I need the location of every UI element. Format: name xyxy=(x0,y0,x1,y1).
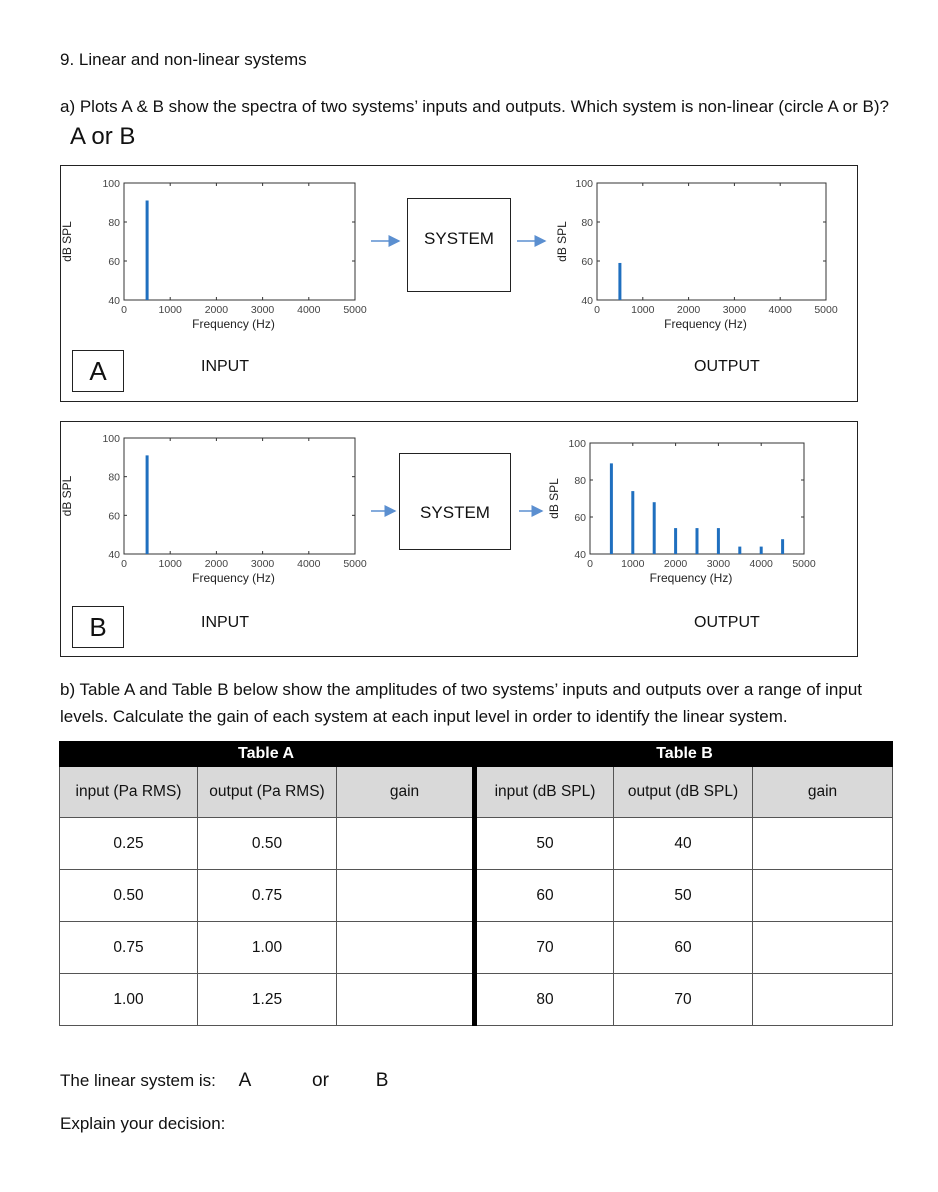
plot-area xyxy=(597,183,826,300)
table-a-output-cell: 0.50 xyxy=(198,818,337,870)
x-axis-label: Frequency (Hz) xyxy=(649,571,733,585)
chart-a_input xyxy=(60,178,367,331)
table-b-header-input: input (dB SPL) xyxy=(475,767,614,818)
x-tick-label: 1000 xyxy=(158,304,182,316)
table-row xyxy=(60,922,893,974)
plot-area xyxy=(124,183,355,300)
table-b-input-cell: 70 xyxy=(475,922,614,974)
table-b-input-cell: 50 xyxy=(475,818,614,870)
x-tick-label: 4000 xyxy=(297,304,321,316)
table-a-header-output: output (Pa RMS) xyxy=(198,767,337,818)
table-row xyxy=(60,818,893,870)
table-a-output-cell: 1.00 xyxy=(198,922,337,974)
output-label-b: OUTPUT xyxy=(694,614,760,631)
x-tick-label: 0 xyxy=(594,304,600,316)
x-axis-label: Frequency (Hz) xyxy=(192,571,275,585)
part-a-choices[interactable]: A or B xyxy=(70,123,136,150)
x-tick-label: 5000 xyxy=(792,558,816,570)
panel-a-label: A xyxy=(72,350,124,392)
x-axis-label: Frequency (Hz) xyxy=(664,317,747,331)
linear-system-answer xyxy=(60,1070,388,1092)
table-b-gain-cell[interactable] xyxy=(753,922,893,974)
x-tick-label: 5000 xyxy=(343,558,367,570)
table-b-output-cell: 40 xyxy=(614,818,753,870)
table-b-header-output: output (dB SPL) xyxy=(614,767,753,818)
table-a-gain-cell[interactable] xyxy=(337,974,475,1026)
gain-tables xyxy=(59,741,893,1026)
system-box-a: SYSTEM xyxy=(407,198,511,292)
y-axis-label: dB SPL xyxy=(555,221,569,262)
table-a-input-cell: 1.00 xyxy=(60,974,198,1026)
part-b-question: b) Table A and Table B below show the amplitudes of two systems’ inputs and outputs over a range of input levels. Calculate the gain of each system at each input level in order to identify the linear system. xyxy=(60,680,863,726)
x-tick-label: 5000 xyxy=(814,304,838,316)
table-b-gain-cell[interactable] xyxy=(753,870,893,922)
y-axis-label: dB SPL xyxy=(60,475,74,517)
option-a[interactable]: A xyxy=(238,1070,252,1091)
question-title: 9. Linear and non-linear systems xyxy=(60,50,307,69)
y-tick-label: 60 xyxy=(574,512,586,524)
table-a-input-cell: 0.50 xyxy=(60,870,198,922)
x-tick-label: 0 xyxy=(121,558,127,570)
x-tick-label: 4000 xyxy=(749,558,773,570)
y-axis-label: dB SPL xyxy=(60,221,74,262)
table-a-title: Table A xyxy=(60,742,475,767)
x-tick-label: 3000 xyxy=(706,558,731,570)
x-tick-label: 2000 xyxy=(676,304,701,316)
x-tick-label: 4000 xyxy=(297,558,321,570)
chart-b_output xyxy=(547,438,816,585)
y-tick-label: 100 xyxy=(568,438,586,450)
table-b-output-cell: 60 xyxy=(614,922,753,974)
table-b-gain-cell[interactable] xyxy=(753,818,893,870)
x-axis-label: Frequency (Hz) xyxy=(192,317,275,331)
table-row xyxy=(60,974,893,1026)
table-b-input-cell: 80 xyxy=(475,974,614,1026)
x-tick-label: 1000 xyxy=(158,558,182,570)
x-tick-label: 3000 xyxy=(250,304,275,316)
table-b-output-cell: 50 xyxy=(614,870,753,922)
table-b-output-cell: 70 xyxy=(614,974,753,1026)
y-axis-label: dB SPL xyxy=(547,478,561,519)
table-a-gain-cell[interactable] xyxy=(337,818,475,870)
table-a-output-cell: 0.75 xyxy=(198,870,337,922)
table-a-input-cell: 0.75 xyxy=(60,922,198,974)
y-tick-label: 60 xyxy=(108,256,120,268)
table-b-header-gain: gain xyxy=(753,767,893,818)
x-tick-label: 2000 xyxy=(204,304,229,316)
y-tick-label: 40 xyxy=(108,549,120,561)
y-tick-label: 60 xyxy=(108,510,120,523)
input-label-b: INPUT xyxy=(201,614,249,631)
chart-a_output xyxy=(555,178,838,331)
y-tick-label: 100 xyxy=(102,178,120,190)
y-tick-label: 80 xyxy=(581,217,593,229)
part-a-text: a) Plots A & B show the spectra of two systems’ inputs and outputs. Which system is non-linear (circle A or B)? xyxy=(60,97,889,116)
table-b-input-cell: 60 xyxy=(475,870,614,922)
option-b[interactable]: B xyxy=(375,1070,389,1091)
y-tick-label: 100 xyxy=(102,433,120,445)
explain-label: Explain your decision: xyxy=(60,1114,226,1133)
plot-panel-a xyxy=(60,165,858,402)
part-a-question xyxy=(60,92,910,154)
x-tick-label: 0 xyxy=(121,304,127,316)
table-a-gain-cell[interactable] xyxy=(337,922,475,974)
plot-panel-b xyxy=(60,421,858,657)
table-a-input-cell: 0.25 xyxy=(60,818,198,870)
panel-b-label: B xyxy=(72,606,124,648)
y-tick-label: 80 xyxy=(108,471,120,484)
table-a-header-input: input (Pa RMS) xyxy=(60,767,198,818)
y-tick-label: 40 xyxy=(581,295,593,307)
table-b-gain-cell[interactable] xyxy=(753,974,893,1026)
chart-b_input xyxy=(60,433,367,585)
y-tick-label: 40 xyxy=(108,295,120,307)
table-b-title: Table B xyxy=(475,742,893,767)
option-or: or xyxy=(312,1070,329,1091)
x-tick-label: 3000 xyxy=(250,558,275,570)
plot-area xyxy=(124,438,355,554)
y-tick-label: 80 xyxy=(108,217,120,229)
x-tick-label: 3000 xyxy=(722,304,747,316)
output-label-a: OUTPUT xyxy=(694,358,760,375)
x-tick-label: 4000 xyxy=(768,304,792,316)
y-tick-label: 40 xyxy=(574,549,586,561)
y-tick-label: 80 xyxy=(574,475,586,487)
x-tick-label: 2000 xyxy=(663,558,688,570)
linear-label: The linear system is: xyxy=(60,1071,216,1090)
x-tick-label: 2000 xyxy=(204,558,229,570)
y-tick-label: 60 xyxy=(581,256,593,268)
y-tick-label: 100 xyxy=(575,178,593,190)
table-a-header-gain: gain xyxy=(337,767,475,818)
x-tick-label: 0 xyxy=(587,558,593,570)
table-row xyxy=(60,870,893,922)
table-a-output-cell: 1.25 xyxy=(198,974,337,1026)
x-tick-label: 1000 xyxy=(631,304,655,316)
table-a-gain-cell[interactable] xyxy=(337,870,475,922)
system-box-b: SYSTEM xyxy=(399,453,511,550)
x-tick-label: 1000 xyxy=(621,558,645,570)
x-tick-label: 5000 xyxy=(343,304,367,316)
input-label-a: INPUT xyxy=(201,358,249,375)
